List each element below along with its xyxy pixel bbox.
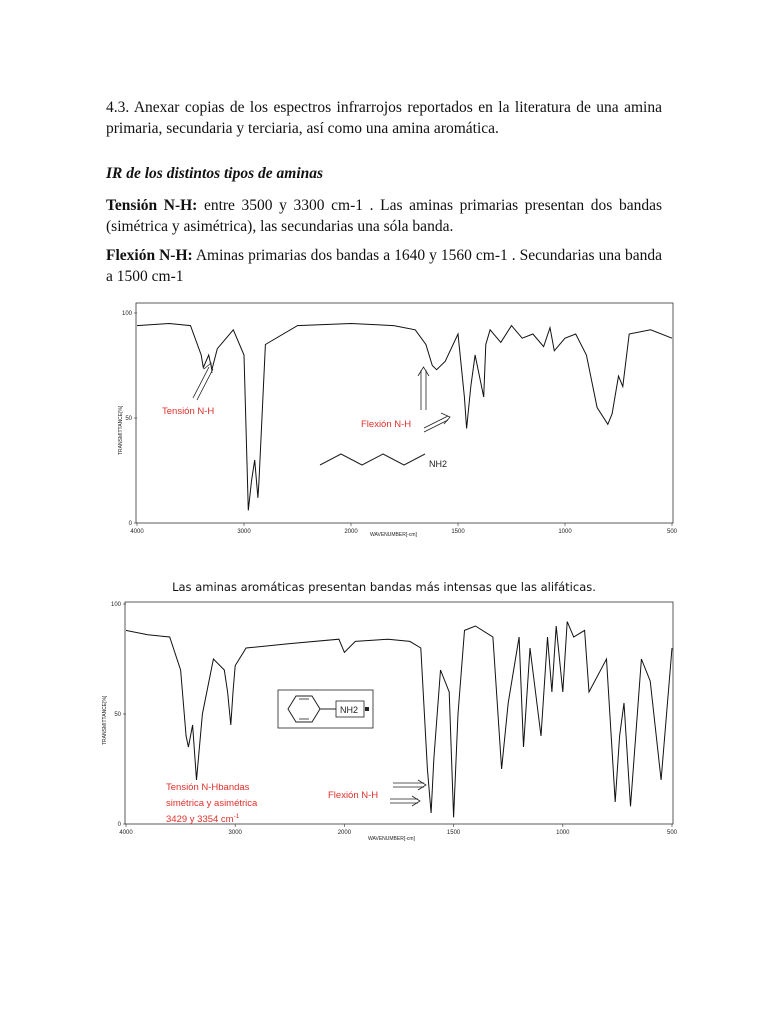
annotation-tension-line2: simétrica y asimétrica xyxy=(166,798,258,809)
x-axis-label: WAVENUMBER[-cm] xyxy=(368,836,415,842)
plot-frame xyxy=(136,303,673,523)
x-tick-label: 500 xyxy=(666,830,678,836)
annotation-tension-line1: Tensión N-Hbandas xyxy=(166,782,250,793)
annotation-flexion-nh: Flexión N-H xyxy=(361,419,412,430)
x-tick-label: 1500 xyxy=(446,830,461,836)
x-tick-label: 2000 xyxy=(337,830,352,836)
molecule-label-nh2: NH2 xyxy=(429,459,448,469)
x-tick-label: 3000 xyxy=(228,830,242,836)
tension-label: Tensión N-H: xyxy=(106,197,198,214)
x-tick-label: 1500 xyxy=(451,529,465,535)
y-tick-label: 50 xyxy=(125,416,132,422)
y-axis-label: TRANSMITTANCE[%] xyxy=(118,405,124,455)
x-tick-label: 1000 xyxy=(556,830,570,836)
aniline-structure xyxy=(278,690,373,728)
flexion-label: Flexión N-H: xyxy=(106,247,193,264)
ir-spectrum-hexylamine xyxy=(0,295,768,545)
x-tick-label: 500 xyxy=(666,529,678,535)
annotation-tension-line3: 3429 y 3354 $cm^{-1}$ xyxy=(166,813,240,825)
y-tick-label: 0 xyxy=(128,521,132,527)
flexion-paragraph xyxy=(106,245,662,287)
section-heading: IR de los distintos tipos de aminas xyxy=(106,165,324,182)
y-tick-label: 100 xyxy=(121,311,132,317)
hexylamine-structure xyxy=(320,454,447,469)
x-tick-label: 1000 xyxy=(558,529,572,535)
y-tick-label: 50 xyxy=(114,712,121,718)
tension-paragraph xyxy=(106,195,662,237)
annotation-flexion-nh: Flexión N-H xyxy=(328,790,379,801)
arrow-flexion xyxy=(418,367,450,432)
y-tick-label: 100 xyxy=(110,602,121,608)
x-axis-label: WAVENUMBER[-cm] xyxy=(370,532,417,538)
molecule-label-nh2: NH2 xyxy=(340,705,359,715)
annotation-tension-nh: Tensión N-H xyxy=(162,406,215,417)
x-tick-label: 4000 xyxy=(130,529,144,535)
figure-caption: Las aminas aromáticas presentan bandas más intensas que las alifáticas. xyxy=(172,579,596,594)
ir-spectrum-aniline xyxy=(0,590,768,850)
y-axis-label: TRANSMITTANCE[%] xyxy=(102,695,108,745)
arrow-flexion xyxy=(390,780,426,806)
x-tick-label: 2000 xyxy=(344,529,358,535)
x-tick-label: 4000 xyxy=(119,830,133,836)
intro-paragraph: 4.3. Anexar copias de los espectros infrarrojos reportados en la literatura de una amina primaria, secundaria y terciaria, así como una amina aromática. xyxy=(106,99,662,137)
tension-text: entre 3500 y 3300 cm-1 . Las aminas primarias presentan dos bandas (simétrica y asimétrica), las secundarias una sóla banda. xyxy=(106,197,662,235)
y-tick-label: 0 xyxy=(117,822,121,828)
flexion-text: Aminas primarias dos bandas a 1640 y 1560 cm-1 . Secundarias una banda a 1500 cm-1 xyxy=(106,247,662,285)
x-tick-label: 3000 xyxy=(237,529,251,535)
spectrum-trace xyxy=(137,324,672,511)
